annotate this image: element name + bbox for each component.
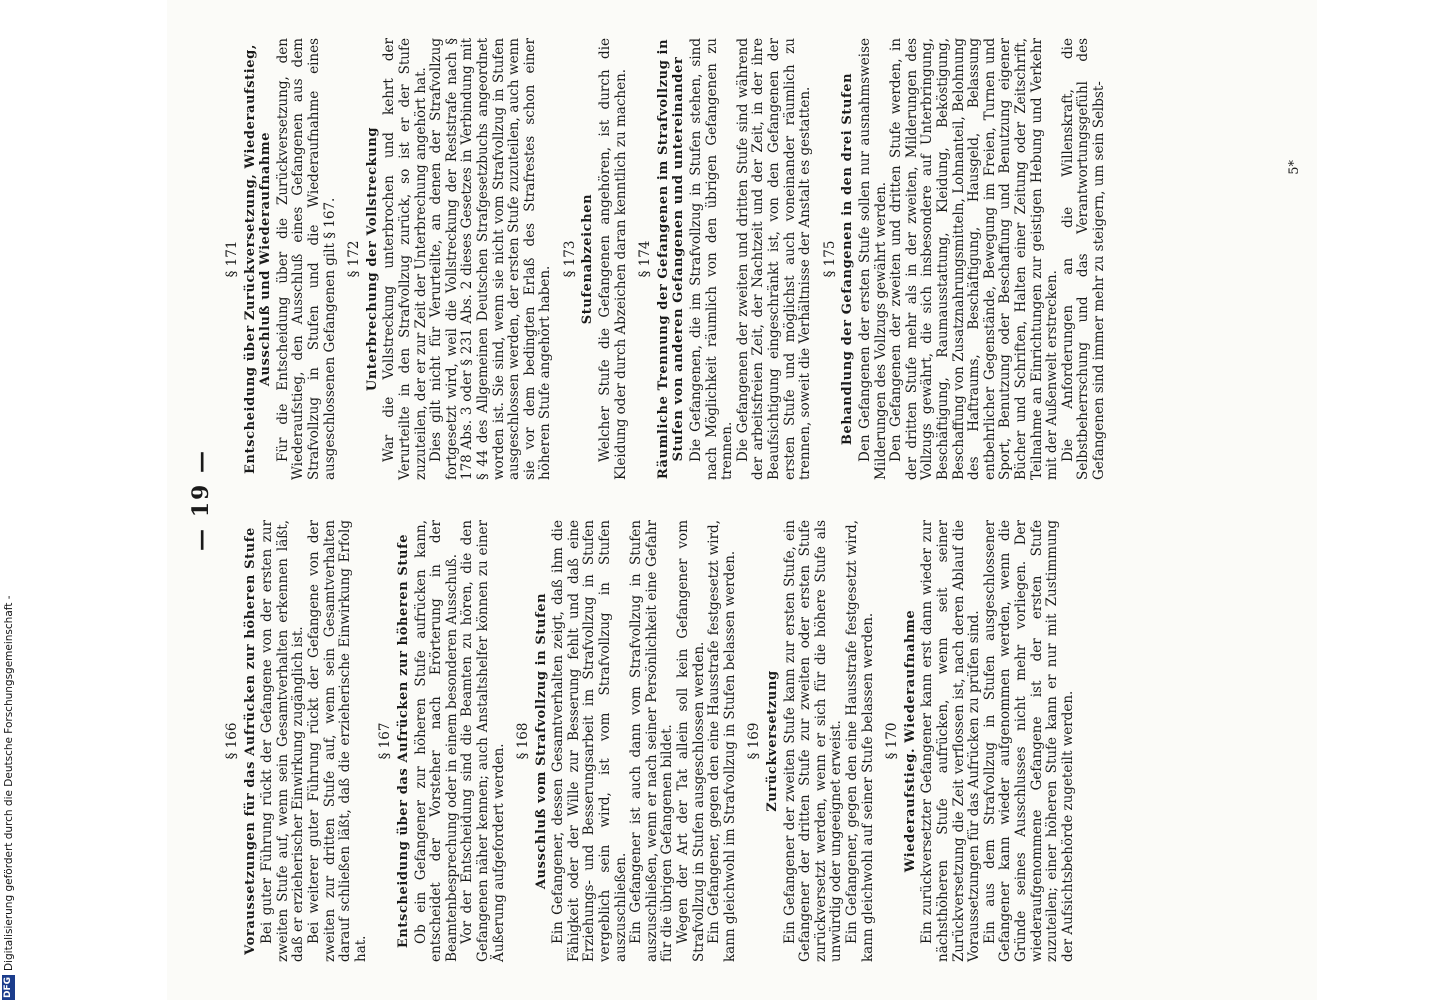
section-heading: Behandlung der Gefangenen in den drei Stufen [840,72,856,446]
paragraph: Für die Entscheidung über die Zurückversetzung, den Wiederaufstieg, den Ausschluß eines Gefangenen aus dem Strafvollzug in Stufen und die Wiederaufnahme eines ausgeschlossenen Gefangenen gilt § 167. [274,38,338,480]
left-column [221,520,1281,962]
paragraph: Dies gilt nicht für Verurteilte, an denen der Strafvollzug fortgesetzt wird, weil die Vollstreckung der Reststrafe nach § 178 Abs. 3 oder § 231 Abs. 2 dieses Gesetzes in Verbindung mit § 44 des Allgemeinen Deutschen Strafgesetzbuchs angeordnet worden ist. Sie sind, wenn sie nicht vom Strafvollzug in Stufen ausgeschlossen werden, der ersten Stufe zuzuteilen, auch wenn sie vor dem bedingten Erlaß des Strafrestes schon einer höheren Stufe angehört haben. [428,38,554,480]
paragraph: Ein Gefangener, dessen Gesamtverhalten zeigt, daß ihm die Fähigkeit oder der Wille zur Besserung fehlt und daß eine Erziehungs- und Besserungsarbeit im Strafvollzug in Stufen vergeblich sein wird, ist vom Strafvollzug in Stufen auszuschließen. [550,520,629,962]
section [885,520,1076,962]
section [378,520,507,962]
section-number: § 168 [515,722,532,760]
paragraph: Die Anforderungen an die Willenskraft, die Selbstbeherrschung und das Verantwortungsgefühl des Gefangenen sind immer mehr zu steigern, um sein Selbst- [1059,38,1107,480]
section-number: § 166 [224,722,240,760]
paragraph: Den Gefangenen der ersten Stufe sollen nur ausnahmsweise Milderungen des Vollzugs gewährt werden. [856,38,889,480]
section [638,38,814,480]
section-heading: Stufenabzeichen [580,193,596,325]
section-heading: Entscheidung über das Aufrücken zur höheren Stufe [395,533,411,949]
section-heading: Unterbrechung der Vollstreckung [364,126,380,392]
paragraph: Ein Gefangener, gegen den eine Hausstrafe festgesetzt wird, kann gleichwohl auf seiner Stufe belassen werden. [843,520,876,962]
funding-note: Digitalisierung gefördert durch die Deutsche Forschungsgemeinschaft - [2,595,15,971]
section [225,520,369,962]
section-number: § 175 [821,240,838,278]
section-heading: Räumliche Trennung der Gefangenen im Strafvollzug in Stufen von anderen Gefangenen und untereinander [655,38,687,480]
paragraph: Ein Gefangener ist auch dann vom Strafvollzug in Stufen auszuschließen, wenn er nach seiner Persönlichkeit eine Gefahr für die übrigen Gefangenen bildet. [628,520,676,962]
section-heading: Voraussetzungen für das Aufrücken zur höheren Stufe [242,527,258,955]
section-number: § 170 [884,722,901,760]
paragraph: Ein Gefangener der zweiten Stufe kann zur ersten Stufe, ein Gefangener der dritten Stufe zur zweiten oder ersten Stufe zurückversetzt werden, wenn er sich für die höhere Stufe als unwürdig oder ungeeignet erweist. [781,520,845,962]
section-heading: Ausschluß vom Strafvollzug in Stufen [533,592,549,890]
section-heading: Entscheidung über Zurückversetzung, Wiederaufstieg, Ausschluß und Wiederaufnahme [242,44,274,474]
text-columns [221,38,1281,962]
section [516,520,738,962]
section [347,38,554,480]
section-number: § 173 [561,240,578,278]
section-number: § 169 [746,722,763,760]
paragraph: Die Gefangenen, die im Strafvollzug in Stufen stehen, sind nach Möglichkeit räumlich von den übrigen Gefangenen zu trennen. [688,38,736,480]
section [823,38,1108,480]
paragraph: Wegen der Art der Tat allein soll kein Gefangener vom Strafvollzug in Stufen ausgeschlossen werden. [675,520,707,962]
paragraph: Vor der Entscheidung sind die Beamten zu hören, die den Gefangenen näher kennen; auch Anstaltshelfer können zu einer Äußerung aufgefordert werden. [459,520,507,962]
section-number: § 167 [377,722,394,760]
paragraph: Ob ein Gefangener zur höheren Stufe aufrücken kann, entscheidet der Vorsteher nach Erörterung in der Beamtenbesprechung oder in einem besonderen Ausschuß. [412,520,460,962]
page-number: — 19 — [188,449,214,551]
paragraph: War die Vollstreckung unterbrochen und kehrt der Verurteilte in den Strafvollzug zurück, so ist er der Stufe zuzuteilen, der er zur Zeit der Unterbrechung angehört hat. [381,38,429,480]
paragraph: Ein aus dem Strafvollzug in Stufen ausgeschlossener Gefangener kann wieder aufgenommen werden, wenn die Gründe seines Ausschlusses nicht mehr vorliegen. Der wiederaufgenommene Gefangene ist der ersten Stufe zuzuteilen; einer höheren Stufe kann er nur mit Zustimmung der Aufsichtsbehörde zugeteilt werden. [981,520,1076,962]
paragraph: Welcher Stufe die Gefangenen angehören, ist durch die Kleidung oder durch Abzeichen daran kenntlich zu machen. [597,38,629,480]
paragraph: Bei weiterer guter Führung rückt der Gefangene von der zweiten zur dritten Stufe auf, wenn sein Gesamtverhalten darauf schließen läßt, daß die erzieherische Einwirkung Erfolg hat. [305,520,369,962]
section-heading: Zurückversetzung [765,670,780,812]
paragraph: Die Gefangenen der zweiten und dritten Stufe sind während der arbeitsfreien Zeit, der Nachtzeit und der Zeit, in der ihre Beaufsichtigung eingeschränkt ist, von den Gefangenen der ersten Stufe und möglichst auch voneinander räumlich zu trennen, soweit die Verhältnisse der Anstalt es gestatten. [734,38,814,480]
section [225,38,338,480]
section [747,520,876,962]
funding-footer [1,5,16,1000]
section-number: § 174 [637,240,654,278]
sheet-signature: 5* [1287,160,1303,175]
paragraph: Den Gefangenen der zweiten und dritten Stufe werden, in der dritten Stufe mehr als in der zweiten, Milderungen des Vollzugs gewährt, die sich insbesondere auf Unterbringung, Beschäftigung, Raumausstattung, Kleidung, Beköstigung, Beschaffung von Zusatznahrungsmitteln, Lohnanteil, Belohnung des Haftraums, Beschäftigung, Hausgeld, Belassung entbehrlicher Gegenstände, Bewegung im Freien, Turnen und Sport, Benutzung oder Beschaffung und Benutzung eigener Bücher und Schriften, Halten einer Zeitung oder Zeitschrift, Teilnahme an Einrichtungen zur geistigen Hebung und Verkehr mit der Außenwelt erstrecken. [888,38,1061,480]
document-page [167,0,1317,1000]
dfg-logo: DFG [3,976,13,998]
section [563,38,629,480]
paragraph: Ein Gefangener, gegen den eine Hausstrafe festgesetzt wird, kann gleichwohl im Strafvollzug in Stufen belassen werden. [706,520,738,962]
right-column [221,38,1281,480]
paragraph: Bei guter Führung rückt der Gefangene von der ersten zur zweiten Stufe auf, wenn sein Gesamtverhalten erkennen läßt, daß er erzieherischer Einwirkung zugänglich ist. [259,520,307,962]
paragraph: Ein zurückversetzter Gefangener kann erst dann wieder zur nächsthöheren Stufe aufrücken, wenn seit seiner Zurückversetzung die Zeit verflossen ist, nach deren Ablauf die Voraussetzungen für das Aufrücken zu prüfen sind. [919,520,983,962]
section-number: § 172 [346,240,363,278]
section-number: § 171 [224,240,240,278]
section-heading: Wiederaufstieg. Wiederaufnahme [902,609,918,873]
